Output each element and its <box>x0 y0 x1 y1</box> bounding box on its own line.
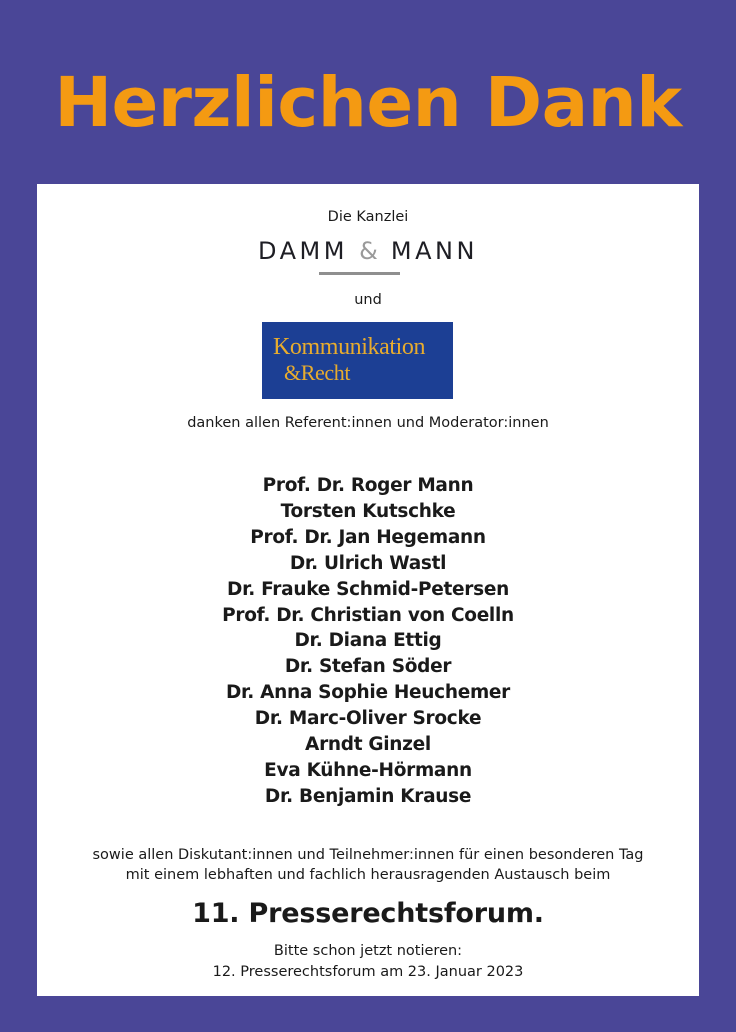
headline: Herzlichen Dank <box>54 63 682 143</box>
speaker-name: Dr. Diana Ettig <box>294 630 442 652</box>
speaker-name: Dr. Ulrich Wastl <box>289 552 447 574</box>
speaker-name: Dr. Benjamin Krause <box>264 785 472 807</box>
speaker-name: Prof. Dr. Christian von Coelln <box>222 604 514 626</box>
journal-logo <box>262 322 453 399</box>
speaker-name: Dr. Stefan Söder <box>284 656 452 678</box>
speaker-name: Dr. Anna Sophie Heuchemer <box>225 682 510 704</box>
speaker-name: Dr. Marc-Oliver Srocke <box>254 708 482 730</box>
closing-line-2: mit einem lebhaften und fachlich herausragenden Austausch beim <box>125 867 611 883</box>
intro-text: Die Kanzlei <box>327 209 409 225</box>
conjunction-text: und <box>354 292 382 308</box>
speaker-name: Prof. Dr. Roger Mann <box>262 475 474 496</box>
firm-logo <box>37 236 699 266</box>
thank-you-card <box>37 184 699 996</box>
speaker-name: Dr. Frauke Schmid-Petersen <box>227 578 509 600</box>
journal-logo-line2: &Recht <box>284 360 351 385</box>
note-line-1: Bitte schon jetzt notieren: <box>273 943 463 959</box>
firm-name-part2: MANN <box>390 237 478 265</box>
closing-line-1: sowie allen Diskutant:innen und Teilnehmer:innen für einen besonderen Tag <box>92 847 644 863</box>
firm-logo-underline <box>319 272 400 275</box>
speaker-name: Eva Kühne-Hörmann <box>264 759 472 781</box>
firm-name-part1: DAMM <box>258 237 348 265</box>
thanks-text: danken allen Referent:innen und Moderator:innen <box>187 415 549 431</box>
speaker-name: Arndt Ginzel <box>305 734 431 756</box>
speaker-name: Torsten Kutschke <box>280 500 456 522</box>
journal-logo-line1: Kommunikation <box>273 334 426 360</box>
forum-title: 11. Presserechtsforum. <box>192 898 544 929</box>
speaker-name: Prof. Dr. Jan Hegemann <box>250 526 486 548</box>
note-line-2: 12. Presserechtsforum am 23. Januar 2023 <box>212 964 524 980</box>
firm-ampersand: & <box>359 237 380 265</box>
speaker-list <box>37 473 699 810</box>
